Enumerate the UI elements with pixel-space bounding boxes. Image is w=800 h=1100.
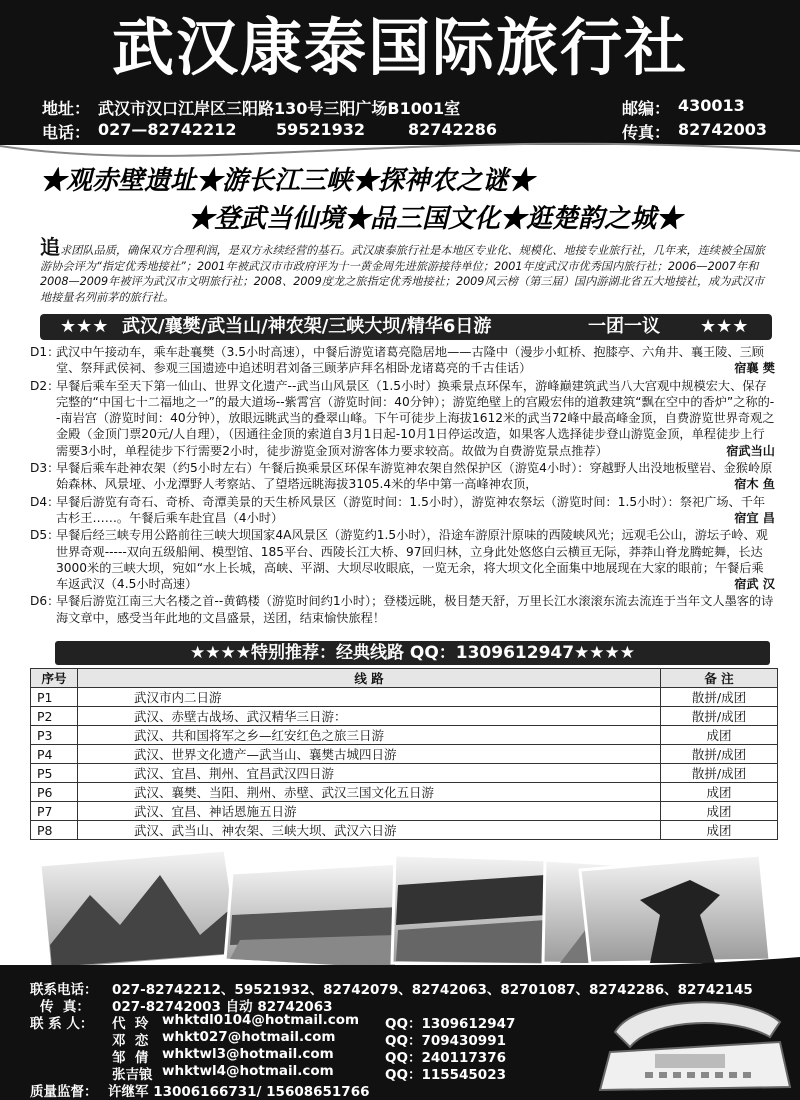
contact-name: 邹 倩 (112, 1050, 149, 1066)
contact-phone-label: 联系电话： (30, 982, 98, 998)
footer-wave-decoration (0, 951, 800, 981)
route-name: 武汉、宜昌、荆州、宜昌武汉四日游 (78, 764, 661, 783)
route-no: P5 (31, 764, 78, 783)
table-row (31, 821, 778, 840)
route-no: P3 (31, 726, 78, 745)
route-no: P6 (31, 783, 78, 802)
day-label: D1： (30, 345, 60, 359)
route-note: 成团 (661, 821, 778, 840)
route-note: 成团 (661, 802, 778, 821)
itinerary-day (30, 527, 775, 592)
table-row (31, 707, 778, 726)
route-name: 武汉、宜昌、神话恩施五日游 (78, 802, 661, 821)
contact-phones: 027-82742212、59521932、82742079、82742063、82701087、82742286、82742145 (112, 982, 753, 998)
col-no-header: 序号 (31, 669, 78, 688)
tour-title: 武汉/襄樊/武当山/神农架/三峡大坝/精华6日游 (122, 316, 492, 337)
address: 武汉市汉口江岸区三阳路130号三阳广场B1001室 (98, 99, 461, 118)
photo-stone-peak (580, 855, 770, 963)
recommend-heading: ★★★★特别推荐：经典线路 QQ：1309612947★★★★ (55, 641, 770, 665)
route-note: 成团 (661, 783, 778, 802)
zip-code: 430013 (678, 96, 745, 115)
col-route-header: 线 路 (78, 669, 661, 688)
photo-waterfront-town (392, 855, 550, 965)
route-name: 武汉、世界文化遗产—武当山、襄樊古城四日游 (78, 745, 661, 764)
intro-text: 求团队品质，确保双方合理利润，是双方永续经营的基石。武汉康泰旅行社是本地区专业化、规模化、地接专业旅行社，几年来，连续被全国旅游协会评为“指定优秀地接社”；2001年被武汉市市政府评为十一黄金周先进旅游接待单位；2001年度武汉市优秀国内旅行社；2006—2007年和2008—2009年被评为武汉市文明旅行社；2008、2009度龙之旅指定优秀地接社；2009风云榜（第三届）国内游湖北省五大地接社，成为武汉市地接量名列前茅的旅行社。 (40, 244, 765, 304)
phone-label: 电话： (42, 123, 91, 142)
day-label: D3： (30, 461, 60, 476)
intro-first-char: 追 (40, 235, 60, 259)
stars-right: ★★★ (700, 316, 749, 337)
table-row (31, 688, 778, 707)
day-text: 早餐后游览江南三大名楼之首--黄鹤楼（游览时间约1小时）；登楼远眺，极目楚天舒，万里长江水滚滚东流去流连于当年文人墨客的诗海文章中，感受当年此地的文昌盛景，送团，结束愉快旅程！ (56, 594, 774, 625)
day-stay: 宿木 鱼 (734, 477, 775, 492)
route-no: P2 (31, 707, 78, 726)
address-label: 地址： (42, 99, 91, 118)
route-note: 成团 (661, 726, 778, 745)
day-label: D2： (30, 378, 60, 393)
slogan-line-2: ★登武当仙境★品三国文化★逛楚韵之城★ (188, 204, 683, 234)
day-text: 武汉中午接动车，乘车赴襄樊（3.5小时高速），中餐后游览诸葛亮隐居地——古隆中（漫步小虹桥、抱膝亭、六角井、襄王陵、三顾堂、祭拜武侯祠、参观三国遗迹中追述明君刘备三顾茅庐拜名相卧龙诸葛亮的千古佳话） (56, 345, 764, 376)
day-text: 早餐后经三峡专用公路前往三峡大坝国家4A风景区（游览约1.5小时），沿途车游原汁原味的西陵峡风光；远观毛公山，游坛子岭、观世界奇观-----双向五级船闸、模型馆、185平台、西陵长江大桥、97回归林，立身此处悠悠白云横亘无际，莽莽山脊龙腾蛇舞，长达3000米的三峡大坝，宛如“水上长城，高峡、平湖、大坝尽收眼底，一览无余，将大坝文化全面集中地展现在大家的眼前；午餐后乘车返武汉（4.5小时高速） (56, 528, 768, 592)
contact-email[interactable]: whktwl3@hotmail.com (162, 1046, 334, 1062)
day-label: D6： (30, 594, 60, 609)
phone-2: 59521932 (276, 120, 366, 139)
phone-3: 82742286 (408, 120, 498, 139)
contact-name: 代 玲 (112, 1016, 149, 1032)
footer-fax-label: 传 真： (40, 999, 90, 1015)
route-no: P8 (31, 821, 78, 840)
route-name: 武汉市内二日游 (78, 688, 661, 707)
route-note: 散拼/成团 (661, 688, 778, 707)
contact-qq: QQ：115545023 (385, 1067, 506, 1083)
route-no: P7 (31, 802, 78, 821)
route-name: 武汉、襄樊、当阳、荆州、赤壁、武汉三国文化五日游 (78, 783, 661, 802)
route-name: 武汉、赤壁古战场、武汉精华三日游： (78, 707, 661, 726)
col-note-header: 备 注 (661, 669, 778, 688)
itinerary (30, 344, 775, 627)
day-stay: 宿襄 樊 (734, 361, 775, 376)
route-name: 武汉、共和国将军之乡—红安红色之旅三日游 (78, 726, 661, 745)
contact-qq: QQ：240117376 (385, 1050, 506, 1066)
table-row (31, 783, 778, 802)
contact-name: 张吉锒 (112, 1067, 153, 1083)
table-row (31, 802, 778, 821)
slogan-line-1: ★观赤壁遗址★游长江三峡★探神农之谜★ (40, 166, 535, 196)
contact-email[interactable]: whkt027@hotmail.com (162, 1029, 336, 1045)
day-label: D5： (30, 528, 60, 543)
day-stay: 宿武 汉 (734, 577, 775, 592)
agency-introduction (40, 235, 775, 305)
route-note: 散拼/成团 (661, 707, 778, 726)
routes-table (30, 668, 778, 840)
route-name: 武汉、武当山、神农架、三峡大坝、武汉六日游 (78, 821, 661, 840)
itinerary-day (30, 494, 775, 527)
contact-email[interactable]: whktwl4@hotmail.com (162, 1063, 334, 1079)
quality-contact: 许继军 13006166731/ 15608651766 (108, 1084, 370, 1100)
contacts-label: 联 系 人： (30, 1016, 94, 1032)
fax-label: 传真： (622, 123, 671, 142)
itinerary-day (30, 593, 775, 626)
day-stay: 宿武当山 (726, 443, 775, 458)
day-text: 早餐后乘车赴神农架（约5小时左右）午餐后换乘景区环保车游览神农架自然保护区（游览4小时）：穿越野人出没地板壁岩、金猴岭原始森林、风景垭、小龙潭野人考察站、了望塔远眺海拔3105.4米的华中第一高峰神农顶， (56, 461, 773, 492)
contact-qq: QQ：709430991 (385, 1033, 506, 1049)
itinerary-day (30, 460, 775, 493)
contact-email[interactable]: whktdl0104@hotmail.com (162, 1012, 360, 1028)
day-label: D4： (30, 494, 60, 509)
table-row (31, 726, 778, 745)
table-row (31, 764, 778, 783)
quality-label: 质量监督： (30, 1084, 98, 1100)
table-row (31, 745, 778, 764)
footer-fax: 027-82742003 自动 82742063 (112, 999, 333, 1015)
table-header-row (31, 669, 778, 688)
route-no: P1 (31, 688, 78, 707)
day-text: 早餐后乘车至天下第一仙山、世界文化遗产--武当山风景区（1.5小时）换乘景点环保车，游峰巅建筑武当八大宫观中规模宏大、保存完整的“中国七十二福地之一”的最大道场--紫霄宫（游览时间：40分钟）；游览绝壁上的宫殿宏伟的道教建筑“飘在空中的香炉”之称的--南岩宫（游览时间：40分钟），放眼远眺武当的叠翠山峰。下午可徒步上海拔1612米的武当72峰中最高峰金顶，自费游览世界奇观之金殿（金顶门票20元/人自理），（因通往金顶的索道自3月1日起-10月1日停运改造，如果客人选择徒步登山游览金顶，单程徒步上行需要3小时，单程徒步下行需要2小时，徒步游览金顶对游客体力要求较高。故做为自费游览景点推荐） (56, 378, 775, 458)
tour-title-band (40, 314, 772, 340)
route-no: P4 (31, 745, 78, 764)
agency-title: 武汉康泰国际旅行社 (111, 11, 688, 84)
contact-qq: QQ：1309612947 (385, 1016, 516, 1032)
phone-1: 027—82742212 (98, 120, 237, 139)
route-note: 散拼/成团 (661, 764, 778, 783)
stars-left: ★★★ (60, 316, 109, 337)
day-stay: 宿宜 昌 (734, 510, 775, 525)
day-text: 早餐后游览有奇石、奇桥、奇潭美景的天生桥风景区（游览时间：1.5小时），游览神农祭坛（游览时间：1.5小时）：祭祀广场、千年古杉王……。午餐后乘车赴宜昌（4小时） (56, 494, 766, 525)
route-note: 散拼/成团 (661, 745, 778, 764)
contact-name: 邓 恋 (112, 1033, 149, 1049)
itinerary-day (30, 378, 775, 459)
fax-number: 82742003 (678, 120, 768, 139)
itinerary-day (30, 344, 775, 377)
tour-quote: 一团一议 (588, 316, 660, 337)
zip-label: 邮编： (622, 99, 671, 118)
telephone-icon (595, 992, 795, 1092)
